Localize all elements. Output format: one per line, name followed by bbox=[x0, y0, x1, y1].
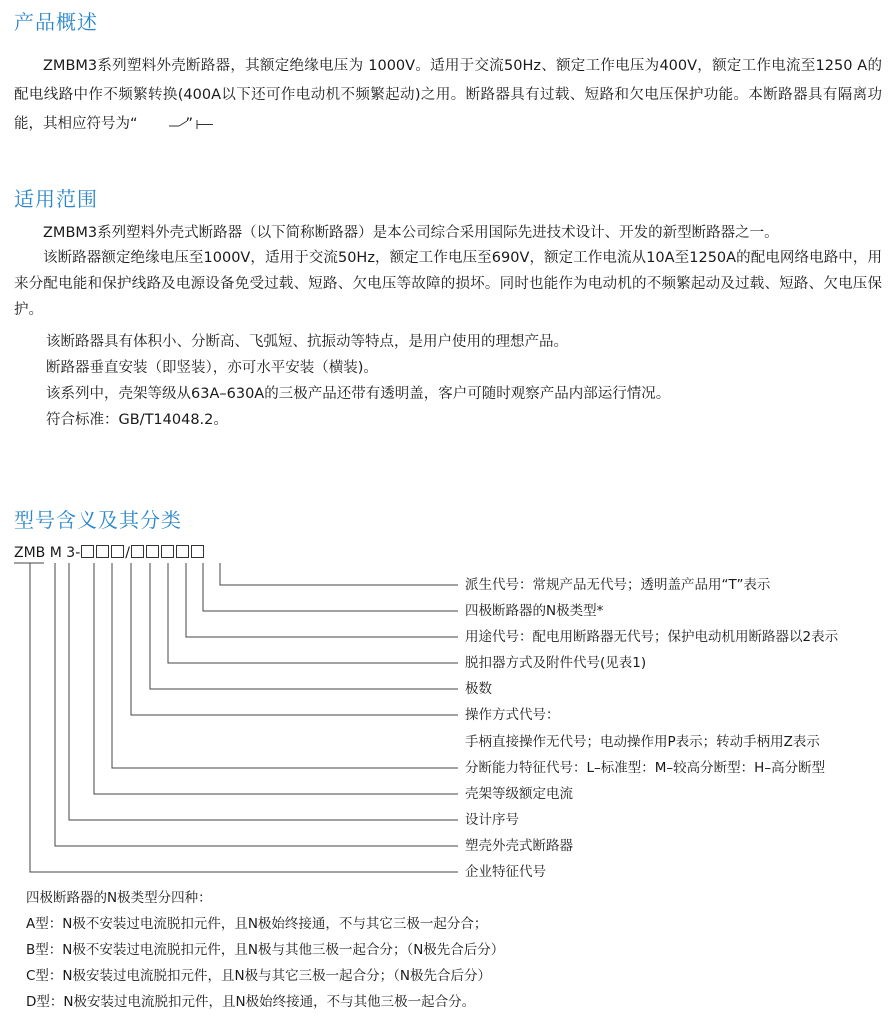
notes-heading: 四极断路器的N极类型分四种： bbox=[26, 890, 212, 906]
section-title-scope: 适用范围 bbox=[14, 187, 98, 211]
note-item: A型：N极不安装过电流脱扣元件，且N极始终接通，不与其它三极一起分合； bbox=[26, 916, 488, 932]
model-label: 操作方式代号： bbox=[465, 707, 560, 723]
scope-paragraph-2: 该断路器额定绝缘电压至1000V，适用于交流50Hz，额定工作电压至690V，额定工作电流从10A至1250A的配电网络电路中，用来分配电能和保护线路及电源设备免受过载、短路、欠电压等故障的损坏。同时也能作为电动机的不频繁起动及过载、短路、欠电压保护。 bbox=[14, 250, 882, 318]
tree-connector bbox=[150, 563, 458, 689]
overview-text: ZMBM3系列塑料外壳断路器，其额定绝缘电压为 1000V。适用于交流50Hz、额定工作电压为400V，额定工作电流至1250 A的配电线路中作不频繁转换(400A以下还可作电动机不频繁起动)之用。断路器具有过载、短路和欠电压保护功能。本断路器具有隔离功能，其相应符号为“ bbox=[14, 58, 882, 132]
note-item: B型：N极不安装过电流脱扣元件，且N极与其他三极一起合分；（N极先合后分） bbox=[26, 942, 505, 958]
tree-connector bbox=[131, 563, 458, 715]
code-prefix: ZMB bbox=[14, 545, 46, 561]
tree-connector bbox=[220, 563, 458, 585]
tree-connector bbox=[112, 563, 458, 768]
tree-connector bbox=[55, 563, 458, 846]
note-item: D型：N极安装过电流脱扣元件，且N极始终接通，不与其他三极一起合分。 bbox=[26, 994, 476, 1010]
tree-connector bbox=[168, 563, 458, 663]
model-label: 壳架等级额定电流 bbox=[465, 786, 573, 802]
scope-paragraph-3: 该断路器具有体积小、分断高、飞弧短、抗振动等特点，是用户使用的理想产品。 bbox=[46, 334, 568, 350]
model-label: 派生代号：常规产品无代号；透明盖产品用“T”表示 bbox=[465, 577, 771, 593]
model-label: 脱扣器方式及附件代号(见表1) bbox=[465, 655, 647, 671]
code-3: 3 bbox=[66, 545, 76, 561]
model-label: 四极断路器的N极类型* bbox=[465, 603, 604, 619]
tree-connector bbox=[69, 563, 458, 820]
scope-paragraph-5: 该系列中，壳架等级从63A–630A的三极产品还带有透明盖，客户可随时观察产品内部运行情况。 bbox=[46, 386, 671, 402]
section-title-overview: 产品概述 bbox=[14, 10, 98, 34]
model-label: 分断能力特征代号：L–标准型：M–较高分断型：H–高分断型 bbox=[465, 760, 826, 776]
note-item: C型：N极安装过电流脱扣元件，且N极与其它三极一起合分；（N极先合后分） bbox=[26, 968, 491, 984]
scope-paragraph-4: 断路器垂直安装（即竖装），亦可水平安装（横装)。 bbox=[46, 360, 378, 376]
model-label: 设计序号 bbox=[465, 812, 519, 828]
model-label: 企业特征代号 bbox=[465, 864, 546, 880]
code-m: M bbox=[49, 545, 62, 561]
section-title-model: 型号含义及其分类 bbox=[14, 508, 182, 532]
scope-paragraph-6: 符合标准：GB/T14048.2。 bbox=[46, 412, 228, 428]
tree-connector bbox=[94, 563, 458, 794]
model-label: 用途代号：配电用断路器无代号；保护电动机用断路器以2表示 bbox=[465, 629, 839, 645]
code-slash: / bbox=[125, 545, 130, 561]
model-label: 极数 bbox=[465, 681, 492, 697]
overview-text-end: ” bbox=[185, 116, 194, 132]
scope-paragraph-1: ZMBM3系列塑料外壳式断路器（以下简称断路器）是本公司综合采用国际先进技术设计、开发的新型断路器之一。 bbox=[43, 225, 779, 241]
tree-connector bbox=[203, 563, 458, 611]
model-label: 手柄直接操作无代号；电动操作用P表示；转动手柄用Z表示 bbox=[465, 734, 820, 750]
model-label: 塑壳外壳式断路器 bbox=[465, 838, 573, 854]
tree-connector bbox=[186, 563, 458, 637]
code-dash: - bbox=[75, 545, 81, 561]
